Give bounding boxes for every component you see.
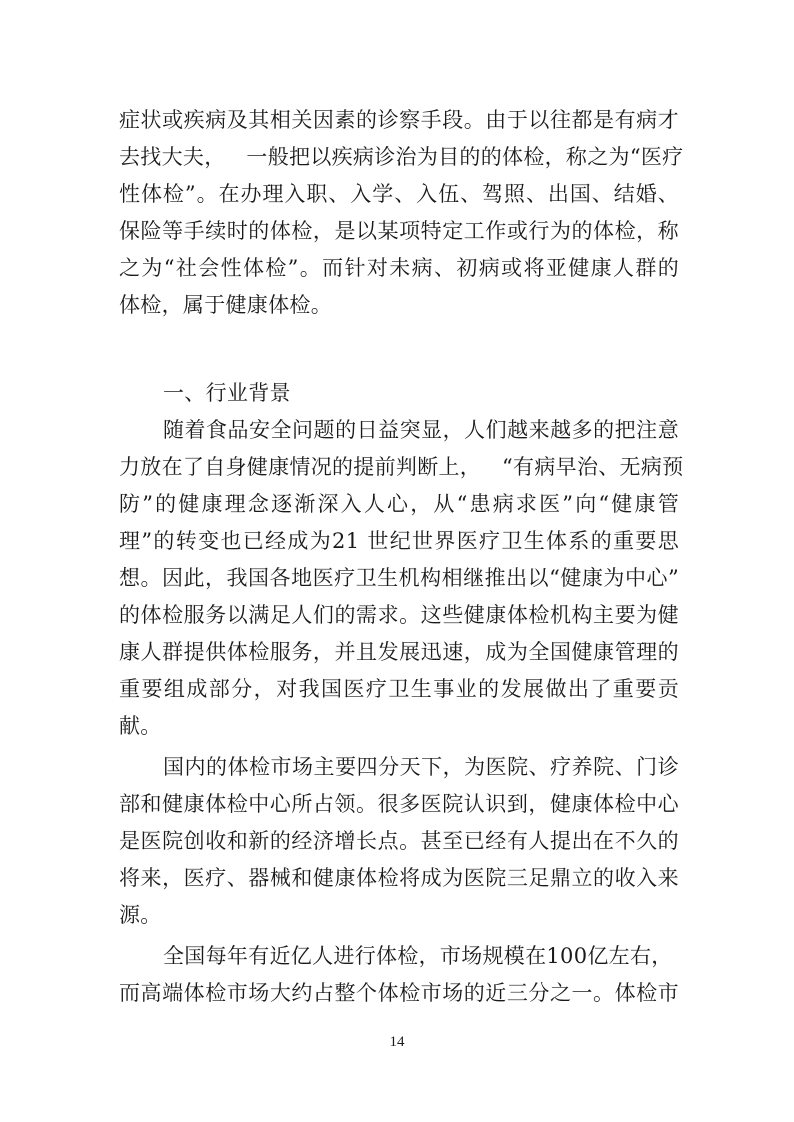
text-line: 献。 [119,714,162,738]
paragraph-4 [119,938,679,1012]
page-body [119,102,684,1012]
paragraph-3 [119,749,679,934]
text-line: 去找大夫， 一般把以疾病诊治为目的的体检，称之为“医疗 [119,145,684,169]
text-line: 部和健康体检中心所占领。很多医院认识到，健康体检中心 [119,792,679,816]
text-line: 的体检服务以满足人们的需求。这些健康体检机构主要为健 [119,603,679,627]
text-line: 国内的体检市场主要四分天下，为医院、疗养院、门诊 [163,755,679,779]
text-line: 想。因此，我国各地医疗卫生机构相继推出以“健康为中心” [119,566,679,590]
text-line: 源。 [119,903,162,927]
paragraph-1 [119,102,684,324]
text-line: 症状或疾病及其相关因素的诊察手段。由于以往都是有病才 [119,108,679,132]
text-line: 而高端体检市场大约占整个体检市场的近三分之一。体检市 [119,981,679,1005]
text-line: 力放在了自身健康情况的提前判断上， “有病早治、无病预 [119,455,684,479]
text-line: 随着食品安全问题的日益突显，人们越来越多的把注意 [163,418,679,442]
text-line: 保险等手续时的体检，是以某项特定工作或行为的体检，称 [119,219,679,243]
text-line: 之为“社会性体检”。而针对未病、初病或将亚健康人群的 [119,256,679,280]
text-line: 全国每年有近亿人进行体检，市场规模在100亿左右， [163,944,673,968]
text-line: 体检，属于健康体检。 [119,293,332,317]
text-line: 理”的转变也已经成为21 世纪世界医疗卫生体系的重要思 [119,529,679,553]
text-line: 康人群提供体检服务，并且发展迅速，成为全国健康管理的 [119,640,679,664]
text-line: 防”的健康理念逐渐深入人心，从“患病求医”向“健康管 [119,492,679,516]
section-heading: 一、行业背景 [163,381,291,405]
paragraph-2 [119,412,684,745]
page-number: 14 [389,1034,405,1050]
paragraph-spacer [119,324,679,375]
text-line: 将来，医疗、器械和健康体检将成为医院三足鼎立的收入来 [119,866,679,890]
text-line: 性体检”。在办理入职、入学、入伍、驾照、出国、结婚、 [119,182,679,206]
text-line: 重要组成部分，对我国医疗卫生事业的发展做出了重要贡 [119,677,679,701]
text-line: 是医院创收和新的经济增长点。甚至已经有人提出在不久的 [119,829,679,853]
